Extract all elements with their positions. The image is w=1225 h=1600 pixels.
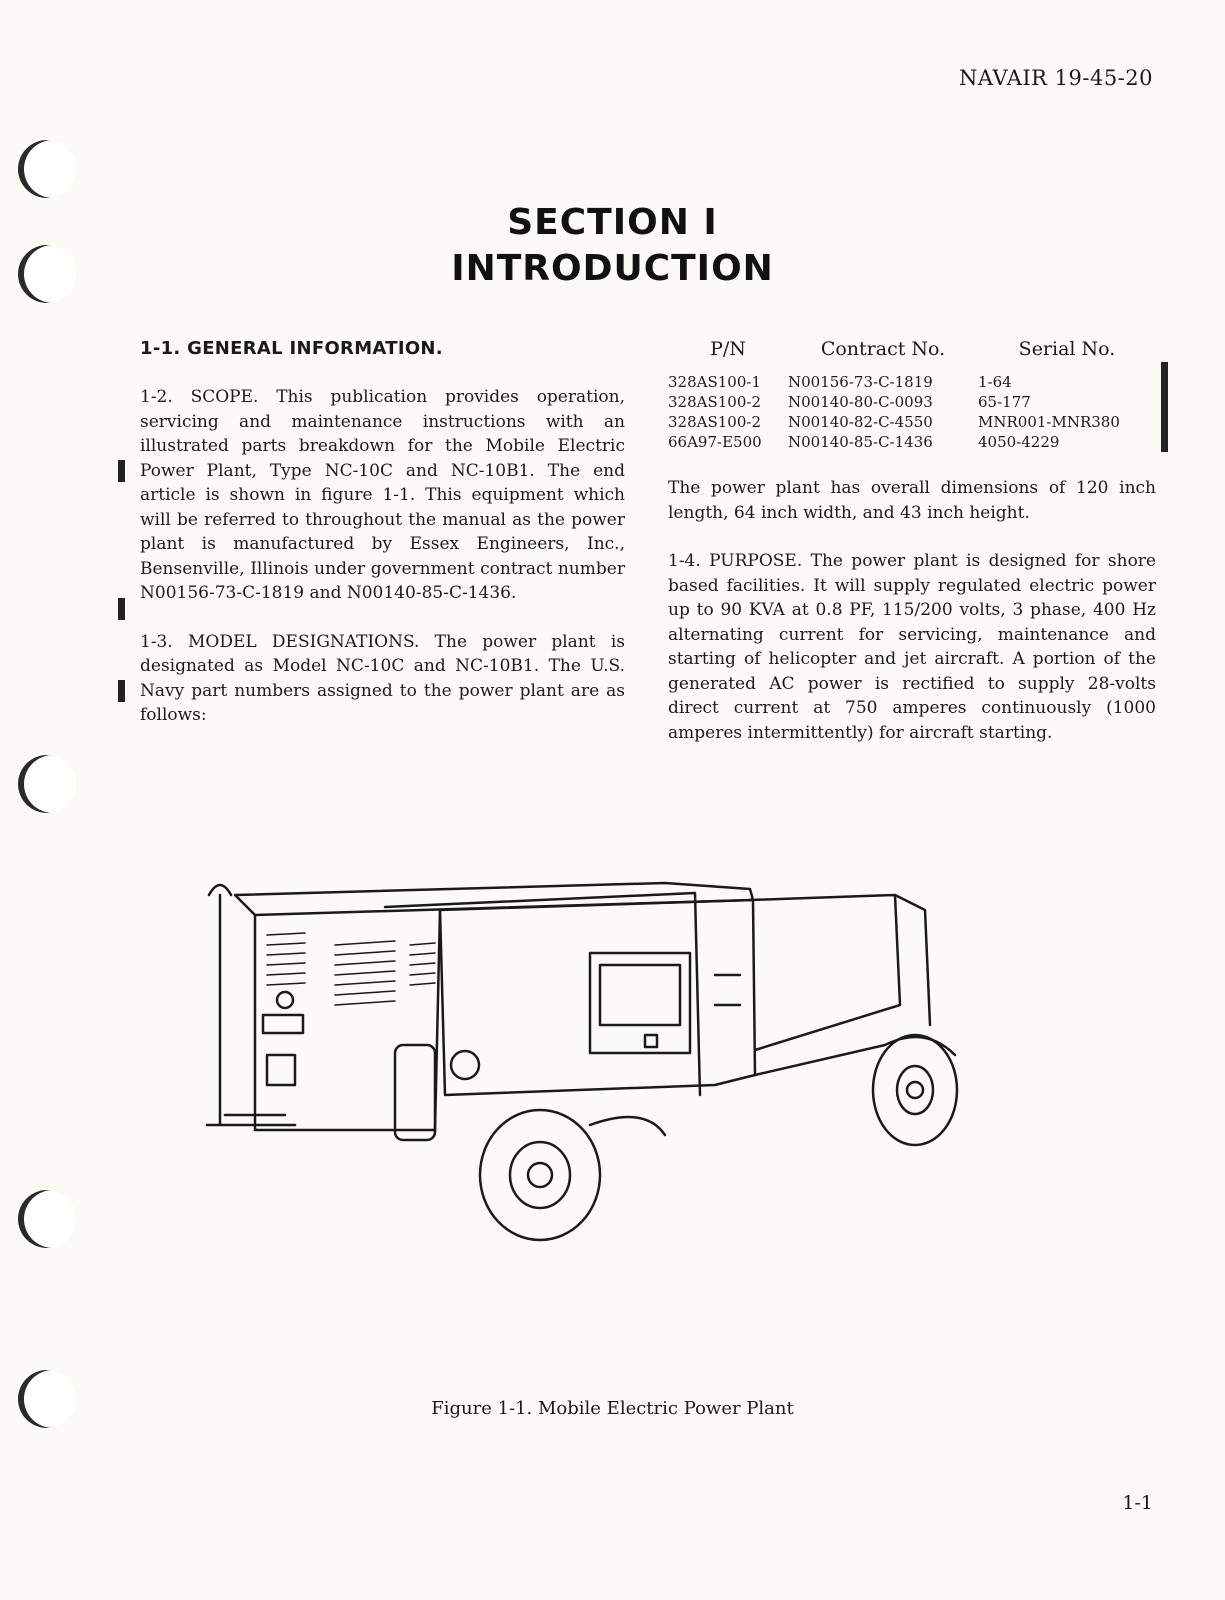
cell-serial: 4050-4229 [978, 433, 1060, 451]
model-designations-paragraph: 1-3. MODEL DESIGNATIONS. The power plant is designated as Model NC-10C and NC-10B1. The U.S. Navy part numbers assigned to the power plant are as follows: [140, 631, 625, 725]
figure-caption: Figure 1-1. Mobile Electric Power Plant [431, 1398, 794, 1419]
general-information-heading: 1-1. GENERAL INFORMATION. [140, 338, 443, 359]
cell-contract: N00140-82-C-4550 [788, 413, 933, 431]
cell-pn: 328AS100-1 [668, 373, 761, 391]
cell-contract: N00156-73-C-1819 [788, 373, 933, 391]
binder-hole [18, 1190, 76, 1248]
document-id: NAVAIR 19-45-20 [958, 66, 1153, 90]
table-row [668, 372, 1156, 392]
section-number: SECTION I [507, 202, 718, 243]
cell-pn: 328AS100-2 [668, 393, 761, 411]
header-serial: Serial No. [1018, 338, 1116, 360]
section-name: INTRODUCTION [451, 248, 774, 289]
header-contract: Contract No. [820, 338, 946, 360]
change-bar [118, 460, 125, 482]
cell-serial: MNR001-MNR380 [978, 413, 1120, 431]
binder-hole [18, 755, 76, 813]
part-number-table [668, 338, 1156, 452]
table-row [668, 432, 1156, 452]
cell-contract: N00140-85-C-1436 [788, 433, 933, 451]
left-column [140, 338, 625, 752]
table-row [668, 392, 1156, 412]
cell-serial: 1-64 [978, 373, 1012, 391]
binder-hole [18, 140, 76, 198]
right-column [668, 338, 1156, 769]
header-pn: P/N [710, 338, 746, 360]
cell-pn: 66A97-E500 [668, 433, 762, 451]
dimensions-paragraph: The power plant has overall dimensions of 120 inch length, 64 inch width, and 43 inch height. [668, 478, 1156, 523]
purpose-paragraph: 1-4. PURPOSE. The power plant is designed for shore based facilities. It will supply regulated electric power up to 90 KVA at 0.8 PF, 115/200 volts, 3 phase, 400 Hz alternating current for servicing, maintenance and starting of helicopter and jet aircraft. A portion of the generated AC power is rectified to supply 28-volts direct current at 750 amperes continuously (1000 amperes intermittently) for aircraft starting. [668, 551, 1156, 743]
page-number: 1-1 [1122, 1492, 1153, 1514]
cell-contract: N00140-80-C-0093 [788, 393, 933, 411]
cell-pn: 328AS100-2 [668, 413, 761, 431]
change-bar [1161, 362, 1168, 452]
section-title [0, 200, 1225, 292]
table-row [668, 412, 1156, 432]
power-plant-illustration [195, 875, 965, 1245]
table-header-row [668, 338, 1156, 372]
scope-paragraph: 1-2. SCOPE. This publication provides operation, servicing and maintenance instructions with an illustrated parts breakdown for the Mobile Electric Power Plant, Type NC-10C and NC-10B1. The end article is shown in figure 1-1. This equipment which will be referred to throughout the manual as the power plant is manufactured by Essex Engineers, Inc., Bensenville, Illinois under government contract number N00156-73-C-1819 and N00140-85-C-1436. [140, 387, 625, 603]
change-bar [118, 598, 125, 620]
change-bar [118, 680, 125, 702]
cell-serial: 65-177 [978, 393, 1031, 411]
